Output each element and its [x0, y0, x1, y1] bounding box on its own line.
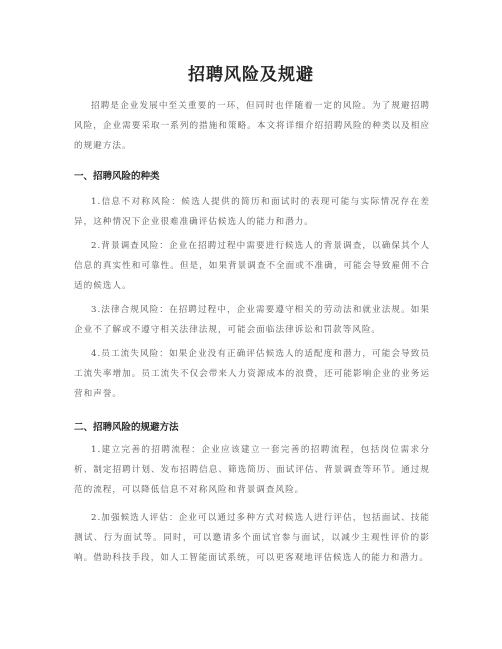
- document-title: 招聘风险及规避: [188, 65, 314, 85]
- risk-item-4: 4.员工流失风险：如果企业没有正确评估候选人的适配度和潜力，可能会导致员工流失率增加。员工流失不仅会带来人力资源成本的浪费，还可能影响企业的业务运营和声誉。: [74, 349, 430, 399]
- section-heading-avoidance: 二、招聘风险的规避方法: [74, 422, 179, 433]
- section-heading-risk-types: 一、招聘风险的种类: [74, 171, 160, 182]
- risk-item-2: 2.背景调查风险：企业在招聘过程中需要进行候选人的背景调查，以确保其个人信息的真实性和可靠性。但是，如果背景调查不全面或不准确，可能会导致雇佣不合适的候选人。: [74, 241, 430, 291]
- risk-item-1: 1.信息不对称风险：候选人提供的简历和面试时的表现可能与实际情况存在差异，这种情况下企业很难准确评估候选人的能力和潜力。: [74, 197, 430, 227]
- method-item-2: 2.加强候选人评估：企业可以通过多种方式对候选人进行评估，包括面试、技能测试、行为面试等。同时，可以邀请多个面试官参与面试，以减少主观性评价的影响。借助科技手段，如人工智能面试系统，可以更客观地评估候选人的能力和潜力。: [74, 513, 430, 563]
- intro-paragraph: 招聘是企业发展中至关重要的一环，但同时也伴随着一定的风险。为了规避招聘风险，企业需要采取一系列的措施和策略。本文将详细介绍招聘风险的种类以及相应的规避方法。: [74, 101, 430, 151]
- method-item-1: 1.建立完善的招聘流程：企业应该建立一套完善的招聘流程，包括岗位需求分析、制定招聘计划、发布招聘信息、筛选简历、面试评估、背景调查等环节。通过规范的流程，可以降低信息不对称风险和背景调查风险。: [74, 445, 430, 495]
- risk-item-3: 3.法律合规风险：在招聘过程中，企业需要遵守相关的劳动法和就业法规。如果企业不了解或不遵守相关法律法规，可能会面临法律诉讼和罚款等风险。: [74, 305, 430, 335]
